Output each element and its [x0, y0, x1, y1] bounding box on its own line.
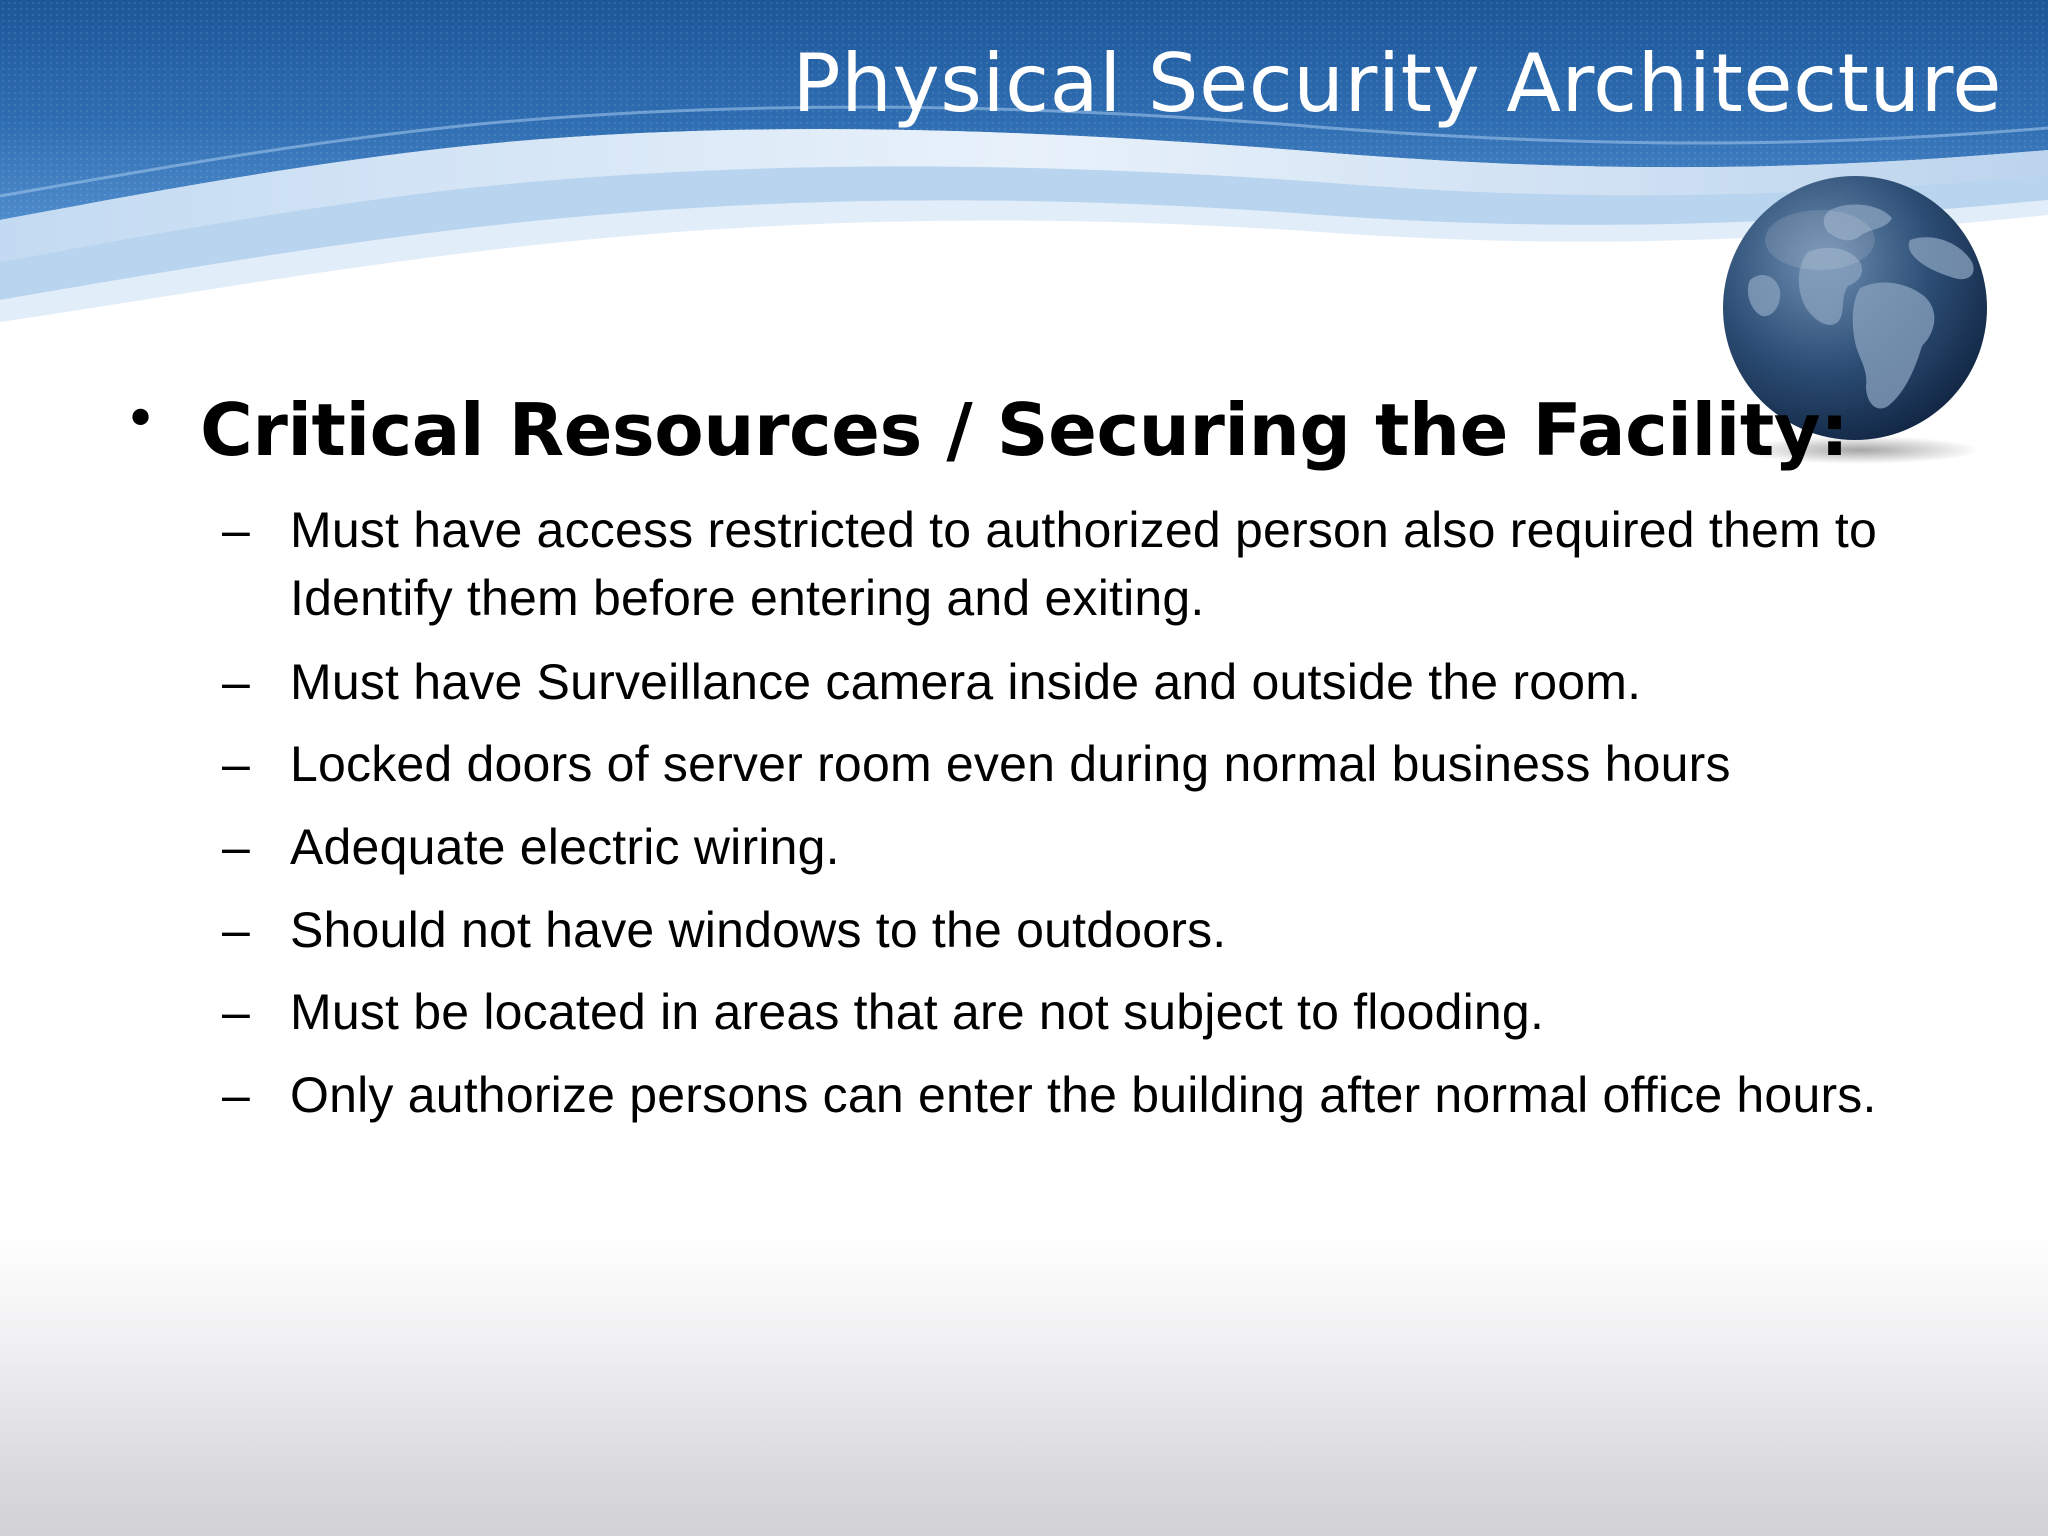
list-item-text: Must have Surveillance camera inside and outside the room. — [290, 654, 1642, 710]
dash-bullet: – — [222, 502, 250, 558]
dash-bullet: – — [222, 819, 250, 875]
list-item-text: Must have access restricted to authorized person also required them to Identify them before entering and exiting. — [290, 502, 1878, 626]
list-item-text: Locked doors of server room even during normal business hours — [290, 736, 1731, 792]
list-item-text: Must be located in areas that are not subject to flooding. — [290, 984, 1545, 1040]
slide-title: Physical Security Architecture — [792, 37, 2002, 130]
list-item-text: Should not have windows to the outdoors. — [290, 902, 1227, 958]
dash-bullet: – — [222, 984, 250, 1040]
list-item-text: Adequate electric wiring. — [290, 819, 840, 875]
bullet-dot: • — [124, 387, 158, 452]
section-heading: Critical Resources / Securing the Facility: — [200, 388, 1849, 472]
dash-bullet: – — [222, 736, 250, 792]
dash-bullet: – — [222, 654, 250, 710]
dash-bullet: – — [222, 902, 250, 958]
list-item-text: Only authorize persons can enter the building after normal office hours. — [290, 1067, 1877, 1123]
dash-bullet: – — [222, 1067, 250, 1123]
